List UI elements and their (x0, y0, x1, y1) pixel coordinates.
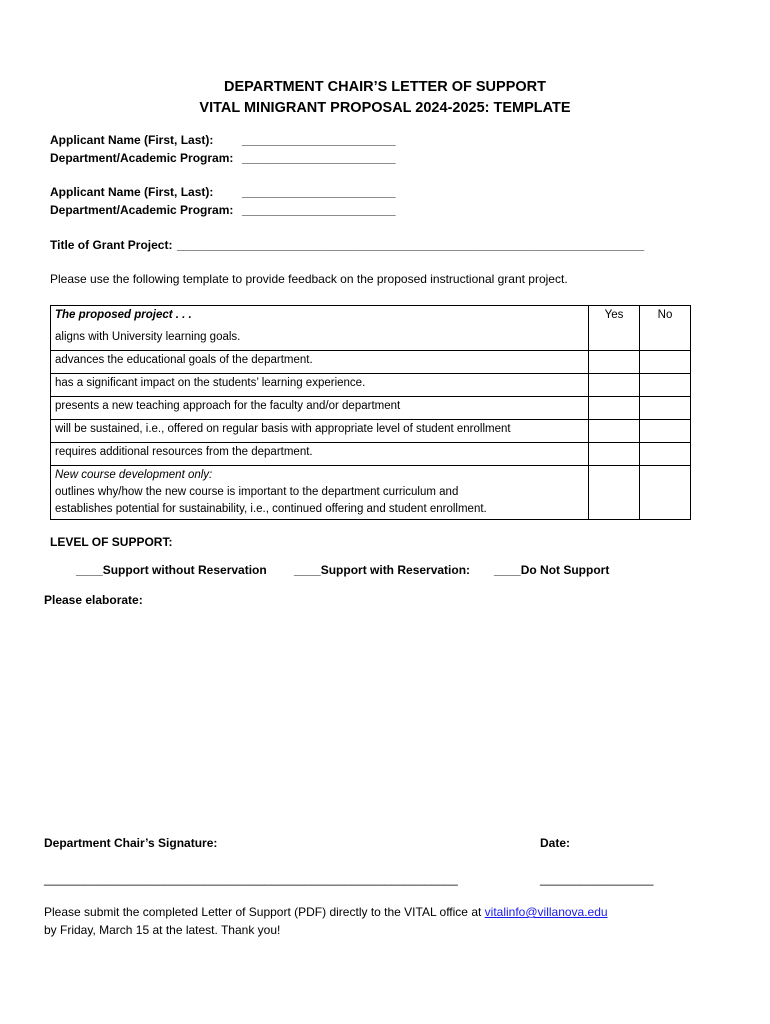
table-row (51, 397, 691, 420)
applicant-1-name-field[interactable]: _______________________ (242, 133, 396, 147)
level-of-support-label: LEVEL OF SUPPORT: (50, 535, 173, 549)
yes-cell[interactable] (589, 374, 640, 397)
criteria-table (50, 305, 691, 520)
header-yes: Yes (589, 306, 640, 351)
no-cell[interactable] (640, 466, 691, 520)
grant-title-field[interactable]: ______________________________________________________________________ (177, 238, 645, 252)
header-no: No (640, 306, 691, 351)
elaborate-area[interactable] (44, 615, 690, 815)
yes-cell[interactable] (589, 466, 640, 520)
footer-line-2: by Friday, March 15 at the latest. Thank you! (44, 923, 281, 937)
table-header-row (51, 306, 691, 329)
no-cell[interactable] (640, 420, 691, 443)
criterion-text: advances the educational goals of the department. (51, 351, 589, 374)
date-label: Date: (540, 836, 571, 850)
applicant-2-name-label: Applicant Name (First, Last): (50, 185, 214, 199)
table-row (51, 466, 691, 520)
applicant-1-dept-field[interactable]: _______________________ (242, 151, 396, 165)
footer-line-1 (44, 905, 608, 919)
new-course-label: New course development only: (55, 469, 213, 481)
table-row (51, 374, 691, 397)
no-cell[interactable] (640, 351, 691, 374)
no-cell[interactable] (640, 443, 691, 466)
table-row (51, 420, 691, 443)
title-line-1: DEPARTMENT CHAIR’S LETTER OF SUPPORT (224, 79, 546, 95)
signature-field[interactable]: ______________________________________________________________ (44, 872, 458, 886)
support-option-with-reservation[interactable]: ____Support with Reservation: (294, 563, 471, 577)
instructions: Please use the following template to provide feedback on the proposed instructional grant project. (50, 272, 568, 286)
new-course-line-1: outlines why/how the new course is important to the department curriculum and (55, 486, 459, 498)
applicant-2-dept-field[interactable]: _______________________ (242, 203, 396, 217)
signature-label: Department Chair’s Signature: (44, 836, 218, 850)
applicant-1-dept-label: Department/Academic Program: (50, 151, 234, 165)
date-field[interactable]: _________________ (540, 872, 654, 886)
table-header: The proposed project . . . (51, 306, 589, 329)
grant-title-label: Title of Grant Project: (50, 238, 173, 252)
support-option-do-not-support[interactable]: ____Do Not Support (494, 563, 610, 577)
yes-cell[interactable] (589, 397, 640, 420)
yes-cell[interactable] (589, 351, 640, 374)
new-course-line-2: establishes potential for sustainability, i.e., continued offering and student enrollment. (55, 503, 487, 515)
table-row (51, 351, 691, 374)
criterion-text: requires additional resources from the department. (51, 443, 589, 466)
yes-cell[interactable] (589, 443, 640, 466)
email-link[interactable]: vitalinfo@villanova.edu (484, 905, 608, 919)
applicant-2-dept-label: Department/Academic Program: (50, 203, 234, 217)
no-cell[interactable] (640, 397, 691, 420)
footer-text: Please submit the completed Letter of Support (PDF) directly to the VITAL office at (44, 905, 485, 919)
criterion-text-new-course (51, 466, 589, 520)
criterion-text: has a significant impact on the students’ learning experience. (51, 374, 589, 397)
criterion-text: presents a new teaching approach for the faculty and/or department (51, 397, 589, 420)
criterion-text: will be sustained, i.e., offered on regular basis with appropriate level of student enrollment (51, 420, 589, 443)
yes-cell[interactable] (589, 420, 640, 443)
table-row (51, 443, 691, 466)
applicant-1-name-label: Applicant Name (First, Last): (50, 133, 214, 147)
criterion-text: aligns with University learning goals. (51, 328, 589, 351)
elaborate-label: Please elaborate: (44, 593, 143, 607)
applicant-2-name-field[interactable]: _______________________ (242, 185, 396, 199)
support-option-without-reservation[interactable]: ____Support without Reservation (76, 563, 267, 577)
no-cell[interactable] (640, 374, 691, 397)
title-line-2: VITAL MINIGRANT PROPOSAL 2024-2025: TEMPLATE (199, 100, 571, 116)
